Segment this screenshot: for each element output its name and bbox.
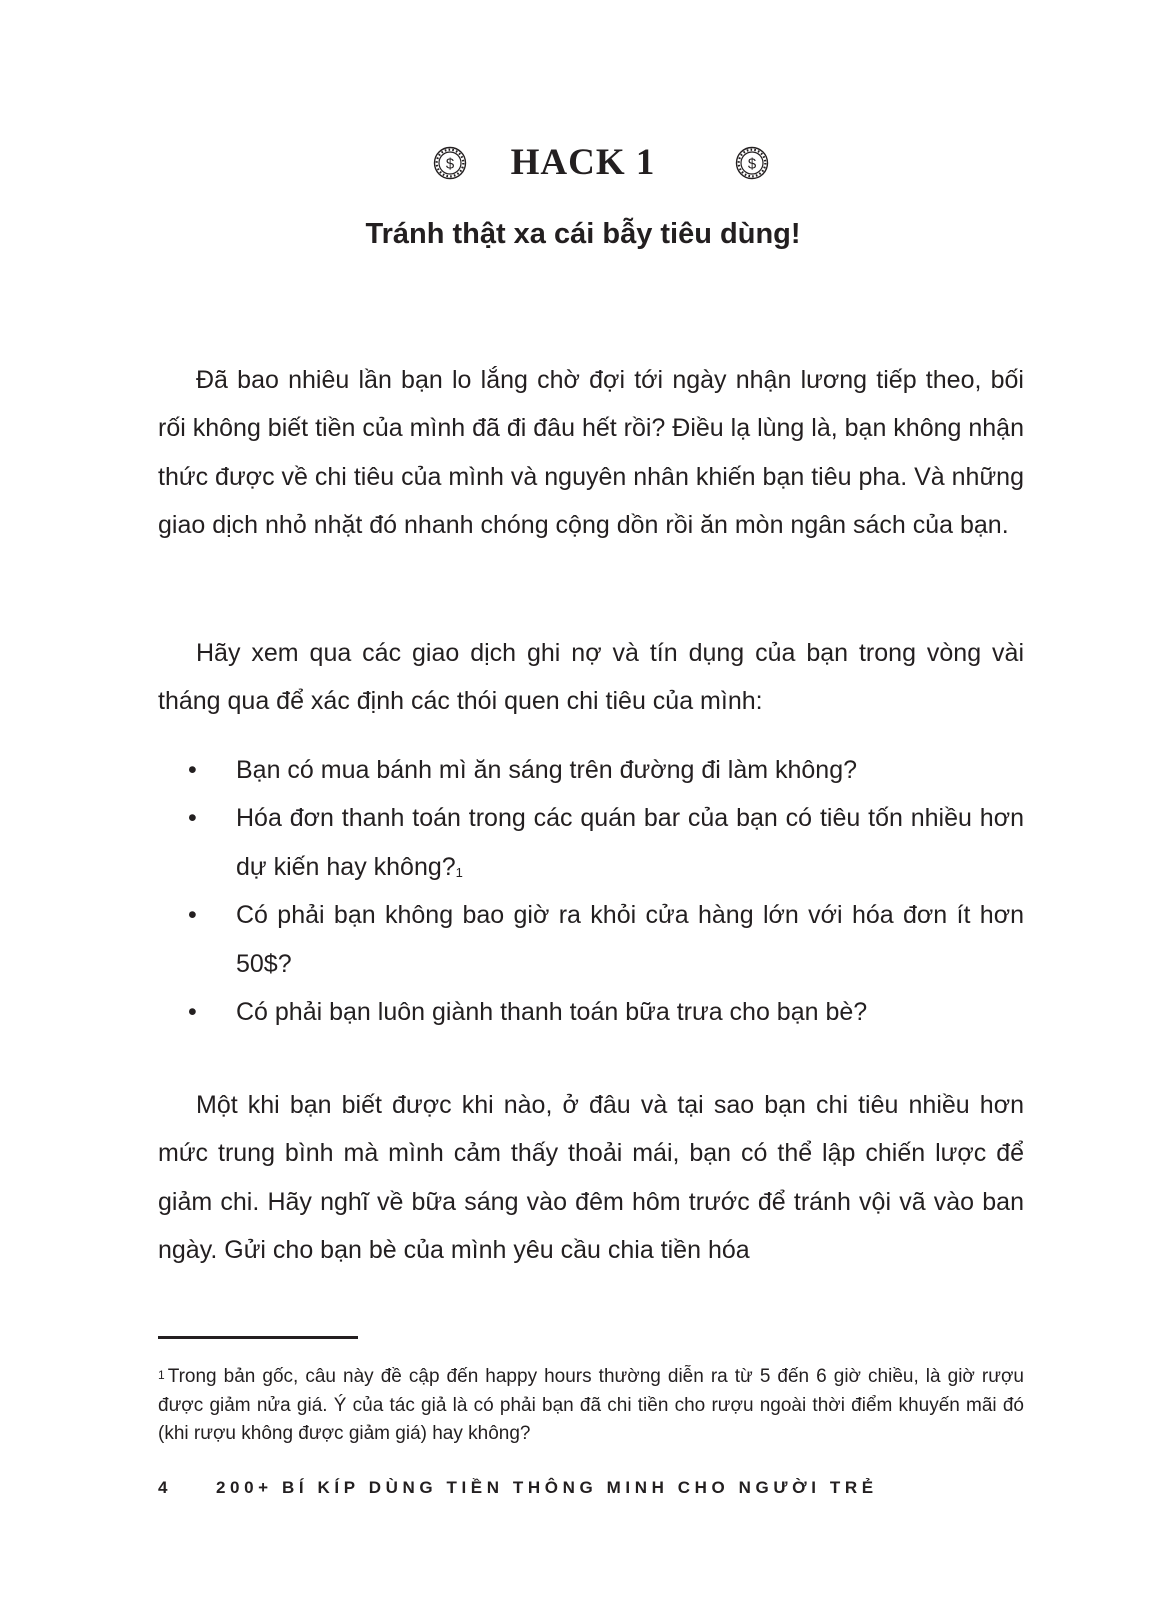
- book-title: 200+ BÍ KÍP DÙNG TIỀN THÔNG MINH CHO NGƯỜI TRẺ: [216, 1478, 878, 1497]
- bullet-icon: •: [188, 804, 197, 833]
- dollar-coin-icon: [735, 146, 769, 180]
- body-paragraph: [158, 1081, 1024, 1275]
- list-item-text: Hóa đơn thanh toán trong các quán bar của bạn có tiêu tốn nhiều hơn dự kiến hay không?: [236, 804, 1024, 881]
- bullet-icon: •: [188, 901, 197, 930]
- hack-number-title: HACK 1: [510, 142, 656, 183]
- list-item: [158, 746, 1024, 794]
- question-list: [158, 746, 1024, 1036]
- svg-text:$: $: [445, 155, 455, 173]
- bullet-icon: •: [188, 756, 197, 784]
- list-item: [158, 891, 1024, 988]
- list-item: [158, 988, 1024, 1036]
- list-item-text: Có phải bạn luôn giành thanh toán bữa trưa cho bạn bè?: [236, 998, 868, 1027]
- footnote: [158, 1363, 1024, 1449]
- body-paragraph: [158, 356, 1024, 550]
- footnote-divider: [158, 1336, 358, 1339]
- paragraph-text: Hãy xem qua các giao dịch ghi nợ và tín dụng của bạn trong vòng vài tháng qua để xác định các thói quen chi tiêu của mình:: [158, 639, 1024, 716]
- svg-text:$: $: [747, 155, 757, 173]
- paragraph-text: Đã bao nhiêu lần bạn lo lắng chờ đợi tới ngày nhận lương tiếp theo, bối rối không biết tiền của mình đã đi đâu hết rồi? Điều lạ lùng là, bạn không nhận thức được về chi tiêu của mình và nguyên nhân khiến bạn tiêu pha. Và những giao dịch nhỏ nhặt đó nhanh chóng cộng dồn rồi ăn mòn ngân sách của bạn.: [158, 366, 1024, 540]
- paragraph-text: Một khi bạn biết được khi nào, ở đâu và tại sao bạn chi tiêu nhiều hơn mức trung bình mà mình cảm thấy thoải mái, bạn có thể lập chiến lược để giảm chi. Hãy nghĩ về bữa sáng vào đêm hôm trước để tránh vội vã vào ban ngày. Gửi cho bạn bè của mình yêu cầu chia tiền hóa: [158, 1091, 1024, 1265]
- footnote-number: 1: [158, 1368, 165, 1382]
- chapter-heading: [0, 140, 1166, 190]
- list-item-text: Có phải bạn không bao giờ ra khỏi cửa hàng lớn với hóa đơn ít hơn 50$?: [236, 901, 1024, 978]
- page-number: 4: [158, 1478, 173, 1497]
- running-footer: [158, 1476, 1058, 1500]
- footnote-reference[interactable]: 1: [455, 864, 463, 880]
- bullet-icon: •: [188, 998, 197, 1027]
- hack-subtitle: Tránh thật xa cái bẫy tiêu dùng!: [365, 218, 801, 250]
- list-item: [158, 794, 1024, 891]
- body-paragraph: [158, 629, 1024, 726]
- list-item-text: Bạn có mua bánh mì ăn sáng trên đường đi làm không?: [236, 756, 858, 784]
- footnote-text: Trong bản gốc, câu này đề cập đến happy hours thường diễn ra từ 5 đến 6 giờ chiều, là giờ rượu được giảm nửa giá. Ý của tác giả là có phải bạn đã chi tiền cho rượu ngoài thời điểm khuyến mãi đó (khi rượu không được giảm giá) hay không?: [158, 1366, 1024, 1445]
